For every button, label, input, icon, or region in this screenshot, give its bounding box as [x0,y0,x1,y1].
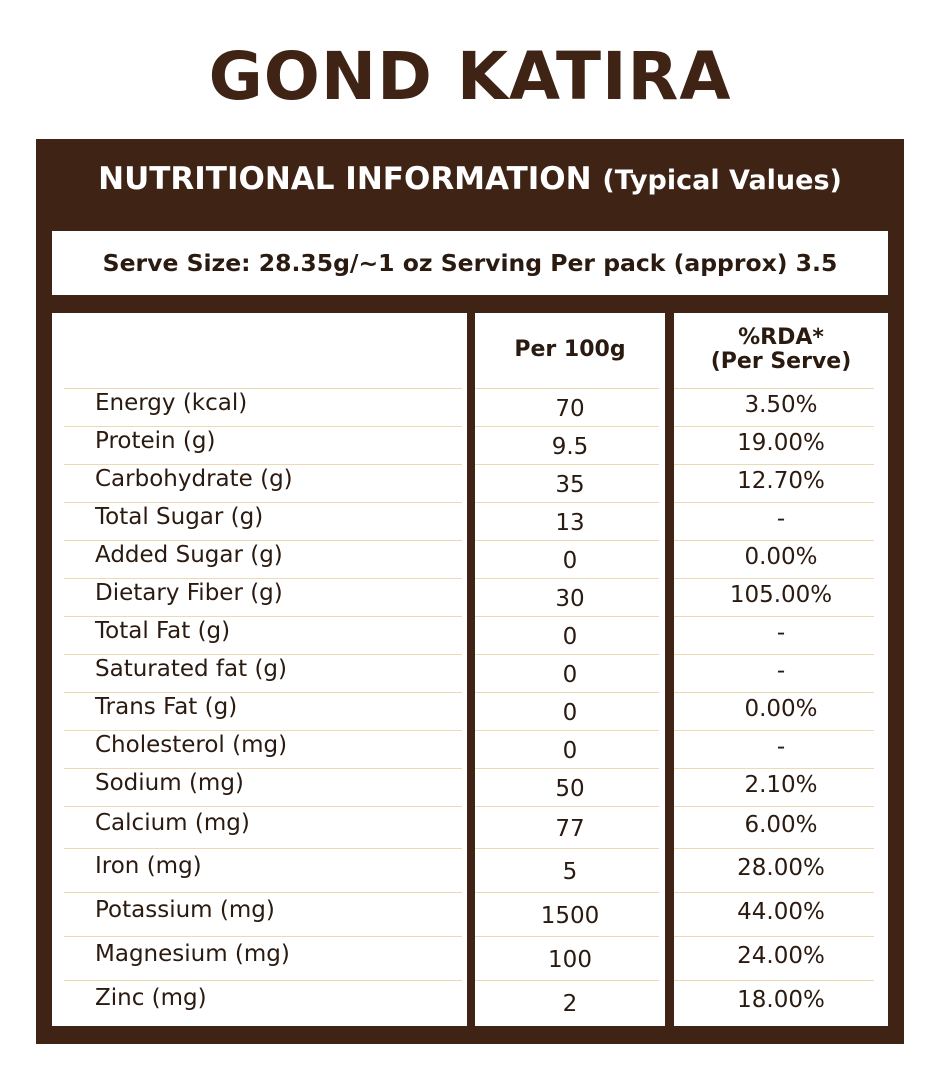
nutrient-name: Carbohydrate (g) [95,466,293,492]
per-100g-value: 0 [562,738,578,764]
row-divider [475,654,659,655]
per-100g-value: 50 [555,776,585,802]
row-divider [64,540,462,541]
row-divider [64,616,462,617]
nutrient-name: Saturated fat (g) [95,656,287,682]
row-divider [475,426,659,427]
nutrient-name: Potassium (mg) [95,897,275,923]
row-divider [674,388,874,389]
nutrient-name: Total Fat (g) [95,618,231,644]
rda-value: - [776,506,786,532]
row-divider [674,540,874,541]
rda-value: 18.00% [737,987,825,1013]
header-main: NUTRITIONAL INFORMATION [98,161,592,197]
row-divider [475,388,659,389]
row-divider [475,936,659,937]
rda-value: 19.00% [737,430,825,456]
row-divider [475,540,659,541]
nutrition-panel [36,139,904,1044]
nutrient-name: Trans Fat (g) [95,694,238,720]
per-100g-header [475,313,665,387]
rda-label-line2: (Per Serve) [710,349,852,374]
row-divider [674,502,874,503]
nutrient-name: Dietary Fiber (g) [95,580,283,606]
per-100g-value: 5 [562,859,578,885]
row-divider [674,768,874,769]
serve-size-box [52,231,888,295]
rda-value: - [776,620,786,646]
row-divider [64,980,462,981]
per-100g-value: 35 [555,472,585,498]
product-title: GOND KATIRA [208,38,732,115]
nutrient-name: Cholesterol (mg) [95,732,288,758]
row-divider [64,692,462,693]
rda-header [674,313,888,387]
per-100g-value: 0 [562,662,578,688]
row-divider [64,848,462,849]
per-100g-value: 77 [555,816,585,842]
row-divider [674,426,874,427]
rda-value: 12.70% [737,468,825,494]
row-divider [475,578,659,579]
row-divider [475,980,659,981]
row-divider [64,936,462,937]
nutrient-name: Added Sugar (g) [95,542,283,568]
row-divider [64,806,462,807]
per-100g-value: 2 [562,991,578,1017]
per-100g-value: 30 [555,586,585,612]
per-100g-value: 0 [562,548,578,574]
rda-value: 0.00% [744,696,818,722]
nutrient-name: Zinc (mg) [95,985,207,1011]
per-100g-value: 0 [562,624,578,650]
row-divider [64,730,462,731]
row-divider [475,892,659,893]
rda-value: - [776,658,786,684]
rda-value: 44.00% [737,899,825,925]
row-divider [475,768,659,769]
rda-label-line1: %RDA* [738,325,824,350]
row-divider [674,892,874,893]
row-divider [475,464,659,465]
panel-header [36,161,904,197]
nutrient-name: Iron (mg) [95,853,202,879]
serve-size-text: Serve Size: 28.35g/~1 oz Serving Per pack (approx) 3.5 [102,249,838,277]
header-sub: (Typical Values) [602,165,842,196]
nutrient-name: Magnesium (mg) [95,941,290,967]
rda-value: 28.00% [737,855,825,881]
per-100g-value: 70 [555,396,585,422]
row-divider [674,806,874,807]
row-divider [674,654,874,655]
per-100g-value: 9.5 [551,434,589,460]
per-100g-label: Per 100g [514,337,626,362]
row-divider [674,980,874,981]
per-100g-value: 100 [548,947,592,973]
nutrient-name: Total Sugar (g) [95,504,264,530]
nutrient-name: Energy (kcal) [95,390,248,416]
rda-value: 3.50% [744,392,818,418]
row-divider [64,654,462,655]
rda-value: 6.00% [744,812,818,838]
row-divider [674,936,874,937]
row-divider [64,502,462,503]
row-divider [64,892,462,893]
row-divider [674,464,874,465]
rda-value: 0.00% [744,544,818,570]
row-divider [674,730,874,731]
row-divider [475,848,659,849]
row-divider [674,848,874,849]
row-divider [475,730,659,731]
rda-value: 105.00% [729,582,833,608]
row-divider [674,692,874,693]
row-divider [475,502,659,503]
rda-value: 24.00% [737,943,825,969]
row-divider [64,464,462,465]
row-divider [64,388,462,389]
nutrient-name: Protein (g) [95,428,216,454]
row-divider [475,616,659,617]
nutrient-name: Calcium (mg) [95,810,250,836]
rda-value: - [776,734,786,760]
per-100g-value: 1500 [540,903,600,929]
rda-value: 2.10% [744,772,818,798]
row-divider [64,578,462,579]
per-100g-value: 0 [562,700,578,726]
row-divider [64,768,462,769]
row-divider [475,806,659,807]
per-100g-value: 13 [555,510,585,536]
row-divider [64,426,462,427]
nutrient-name: Sodium (mg) [95,770,244,796]
row-divider [674,616,874,617]
row-divider [475,692,659,693]
row-divider [674,578,874,579]
